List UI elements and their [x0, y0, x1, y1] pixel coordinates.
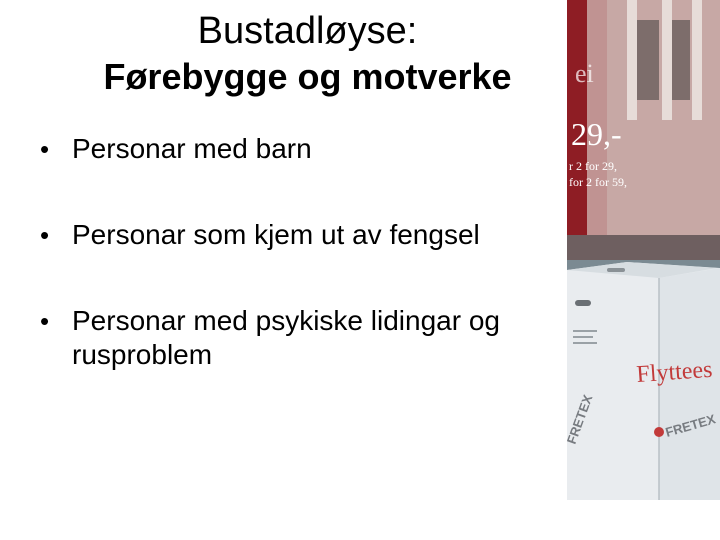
brand-text-left: FRETEX: [563, 392, 596, 447]
bullet-item: [40, 218, 570, 252]
box-label-text: Flyttees: [635, 356, 714, 388]
brand-logo-icon: [654, 427, 664, 437]
bullet-text: Personar med psykiske lidingar og rusproblem: [72, 305, 500, 370]
title-line-1: Bustadløyse:: [197, 10, 418, 52]
title-line-2: Førebygge og motverke: [103, 56, 512, 97]
bullet-dot: •: [40, 220, 50, 250]
price-note-1: r 2 for 29,: [569, 159, 617, 173]
bullet-list: [40, 130, 570, 372]
bullet-item: [40, 132, 570, 166]
bullet-dot: •: [40, 306, 50, 336]
bullet-item: [40, 304, 570, 372]
moving-box-photo: [563, 0, 720, 500]
brand-text-right: FRETEX: [663, 411, 718, 440]
price-text: 29,-: [571, 116, 622, 152]
slide-title: [20, 8, 595, 100]
price-note-2: for 2 for 59,: [569, 175, 627, 189]
bullet-text: Personar som kjem ut av fengsel: [72, 219, 480, 250]
bullet-dot: •: [40, 134, 50, 164]
sign-text: ei: [575, 59, 594, 88]
bullet-text: Personar med barn: [72, 133, 312, 164]
